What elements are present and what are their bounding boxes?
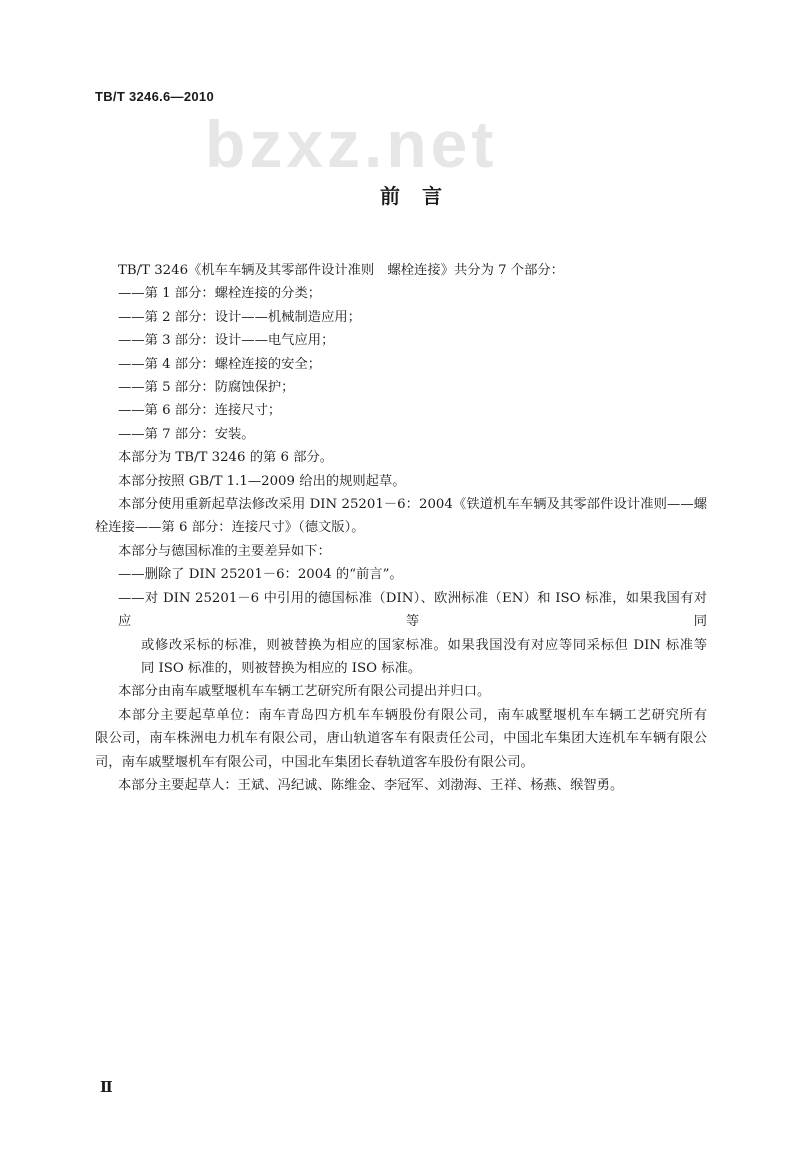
text-line: 本部分按照 GB/T 1.1—2009 给出的规则起草。 xyxy=(118,473,406,489)
text-line: 本部分主要起草单位：南车青岛四方机车车辆股份有限公司，南车戚墅堰机车车辆工艺研究所有 xyxy=(118,707,707,723)
standard-code-header: TB/T 3246.6—2010 xyxy=(95,89,214,104)
text-line: ——第 2 部分：设计——机械制造应用； xyxy=(118,309,361,325)
text-line: ——第 5 部分：防腐蚀保护； xyxy=(118,380,295,396)
text-line: TB/T 3246《机车车辆及其零部件设计准则 螺栓连接》共分为 7 个部分： xyxy=(118,263,564,278)
text-line: 司，南车戚墅堰机车有限公司，中国北车集团长春轨道客车股份有限公司。 xyxy=(95,754,534,770)
text-line: 限公司，南车株洲电力机车有限公司，唐山轨道客车有限责任公司，中国北车集团大连机车车辆有限公 xyxy=(95,731,707,747)
text-line: 本部分由南车戚墅堰机车车辆工艺研究所有限公司提出并归口。 xyxy=(118,684,491,700)
text-line: 本部分使用重新起草法修改采用 DIN 25201－6：2004《铁道机车车辆及其零部件设计准则——螺 xyxy=(118,497,707,513)
text-line: ——第 7 部分：安装。 xyxy=(118,426,255,442)
text-line: ——删除了 DIN 25201－6：2004 的“前言”。 xyxy=(118,567,403,583)
watermark: bzxz.net xyxy=(205,107,498,181)
foreword-body xyxy=(95,259,707,797)
text-line: 同 ISO 标准的，则被替换为相应的 ISO 标准。 xyxy=(141,660,422,676)
text-line: ——第 1 部分：螺栓连接的分类； xyxy=(118,286,322,302)
page-title: 前言 xyxy=(380,184,464,208)
text-line: ——第 3 部分：设计——电气应用； xyxy=(118,333,335,349)
text-line: 本部分为 TB/T 3246 的第 6 部分。 xyxy=(118,450,334,466)
text-line: ——第 6 部分：连接尺寸； xyxy=(118,403,282,419)
text-line: 栓连接——第 6 部分：连接尺寸》（德文版）。 xyxy=(95,520,365,536)
text-line: ——第 4 部分：螺栓连接的安全； xyxy=(118,356,322,372)
text-line: 或修改采标的标准，则被替换为相应的国家标准。如果我国没有对应等同采标但 DIN 标准等 xyxy=(141,637,707,653)
text-line: ——对 DIN 25201－6 中引用的德国标准（DIN）、欧洲标准（EN）和 ISO 标准，如果我国有对应等同 xyxy=(118,590,707,630)
text-line: 本部分主要起草人：王斌、冯纪诚、陈维金、李冠军、刘渤海、王祥、杨燕、缑智勇。 xyxy=(118,777,624,793)
text-line: 本部分与德国标准的主要差异如下： xyxy=(118,543,331,559)
page-number: Ⅱ xyxy=(100,1078,113,1096)
